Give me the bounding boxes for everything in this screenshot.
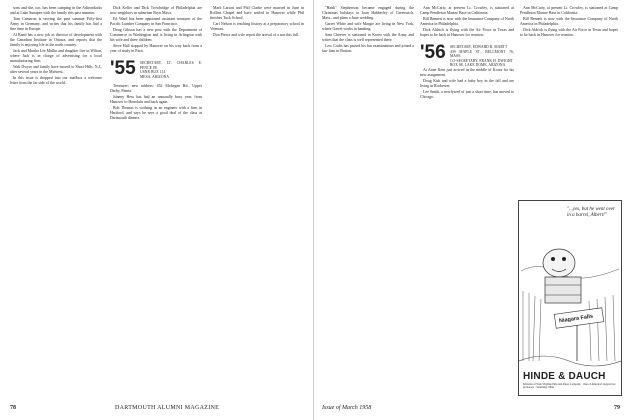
left-column-3 [210, 6, 304, 400]
paragraph: Tom Cameron is serving the past summer Fifty-first Army in Germany, and writes that his family has had a fine time in Europe. [10, 17, 102, 31]
class-secretary-info [450, 45, 514, 68]
paragraph: At Anne Kent just arrived in the middle of Korea for his new assignment. [420, 68, 514, 77]
paragraph: Johnny Hess has had an unusually busy year, from Hanover to Honolulu and back again. [110, 95, 202, 104]
paragraph: Ann McCarty, at present Lt. Crowley, is stationed at Camp Pendleton Marine Base in California. [420, 6, 514, 15]
right-column-1 [322, 6, 414, 400]
paragraph: Doug Gibson has a new post with the Department of Commerce in Washington and is living in Arlington with his wife and three children. [110, 28, 202, 42]
secretary-line: MESA, ARIZONA [140, 74, 170, 79]
paragraph: Dick Keller and Dick Trowbridge of Philadelphia are now neighbors in suburban Bryn Mawr. [110, 6, 202, 15]
paragraph: Al Rand has a new job as director of development with the Canadian Institute in Ottawa, and reports that the family is enjoying life in the north country. [10, 33, 102, 47]
class-secretary-info [140, 61, 202, 79]
magazine-title: DARTMOUTH ALUMNI MAGAZINE [115, 405, 220, 411]
secretary-line: 439 MAPLE ST., BELLMONT 76, MASS. [450, 49, 514, 58]
paragraph: Garret White and wife Margie are living in New York, where Garret works in banking. [322, 22, 414, 31]
left-column-1 [10, 6, 102, 400]
secretary-line: BOX 98, LAKE DOME, ARIZONA [450, 63, 506, 67]
class-number: '55 [110, 58, 136, 79]
ad-caption: "...yes, but he went over in a barrel, Albert!" [567, 207, 615, 218]
paragraph: Dick Aldrich is flying with the Air Force in Texas and hopes to be back in Hanover for reunion. [420, 28, 514, 37]
paragraph: "Hank" Stephenson became engaged during the Christmas holidays to Joan Habberley of Greenwich, Mass., and plans a June wedding. [322, 6, 414, 20]
class-number: '56 [420, 42, 446, 63]
class-heading-55 [110, 58, 202, 80]
ad-brand-name: HINDE & DAUCH [523, 371, 606, 382]
paragraph: Steve Hall stopped by Hanover on his way back from a year of study in Paris. [110, 44, 202, 53]
paragraph: Jack and Martha Lee Mullin and daughter live in Wilton, where Jack is in charge of advertising for a local manufacturing firm. [10, 49, 102, 63]
issue-date: Issue of March 1958 [322, 405, 372, 411]
paragraph: Ed Ward has been appointed assistant treasurer of the Pacific Lumber Company in San Francisco. [110, 17, 202, 26]
paragraph: In this issue is dropped into our mailbox a welcome letter from the far side of the world. [10, 76, 102, 85]
paragraph: Mark Larson and Phil Clarke were married in June in Rollins Chapel and have settled in Hanover while Phil finishes Tuck School. [210, 6, 304, 20]
secretary-line: USNR BOX 114 [140, 70, 166, 74]
paragraph: Bill Bennett is now with the Insurance Company of North America in Philadelphia. [420, 17, 514, 26]
class-heading-56 [420, 42, 514, 67]
paragraph: Sam Cheever is stationed in Korea with the Army and writes that the class is well represented there. [322, 33, 414, 42]
paragraph: Bill Bennett is now with the Insurance Company of North America in Philadelphia. [520, 17, 618, 26]
secretary-line: SECRETARY, LT. CHARLES E. PENCE JR. [140, 61, 202, 70]
paragraph: Lew Crafts has passed his bar examinations and joined a law firm in Boston. [322, 44, 414, 53]
barrel-cartoon-illustration [519, 201, 621, 395]
right-page [314, 0, 628, 420]
right-column-2 [420, 6, 514, 400]
paragraph: Don Pierce and wife report the arrival of a son this fall. [213, 33, 299, 37]
page-number: 79 [614, 405, 620, 411]
paragraph: Treasurer; new address: 452 Mohegan Rd., Upper Darby, Penna. [110, 84, 202, 93]
hinde-dauch-advertisement [518, 200, 622, 396]
paragraph: Ann McCarty, at present Lt. Crowley, is stationed at Camp Pendleton Marine Base in California. [520, 6, 618, 15]
right-column-3 [520, 6, 618, 196]
paragraph: Walt Dwyer and family have moved to Short Hills, N.J., after several years in the Midwest. [10, 65, 102, 74]
paragraph: Carl Nelson is teaching history at a preparatory school in Vermont. [210, 22, 304, 31]
paragraph: Dick Aldrich is flying with the Air Force in Texas and hopes to be back in Hanover for reunion. [520, 28, 618, 37]
paragraph: Bob Thomas is working as an engineer with a firm in Hartford, and says he sees a good deal of the class at Dartmouth dinners. [110, 106, 202, 120]
ad-brand-tagline: Division of West Virginia Pulp and Paper Company · One of America's largest box producers · Sandusky, Ohio [523, 383, 616, 390]
paragraph: Doug Kirk and wife had a baby boy in the fall and are living in Rochester. [420, 79, 514, 88]
paragraph: Lee Smith, a newlywed of just a short time, has moved to Chicago. [420, 90, 514, 99]
secretary-line: CO-SECRETARY, FRANK H. DWIGHT [450, 58, 513, 63]
niagara-falls-sign: Niagara Falls [558, 313, 594, 325]
left-column-2 [110, 6, 202, 400]
secretary-line: SECRETARY, EDWARD R. MARTT [450, 45, 508, 49]
paragraph: sons and she, too, has been camping in the Adirondacks and at Lake Sunapee with the family this past summer. [10, 6, 102, 15]
page-number: 78 [10, 405, 16, 411]
